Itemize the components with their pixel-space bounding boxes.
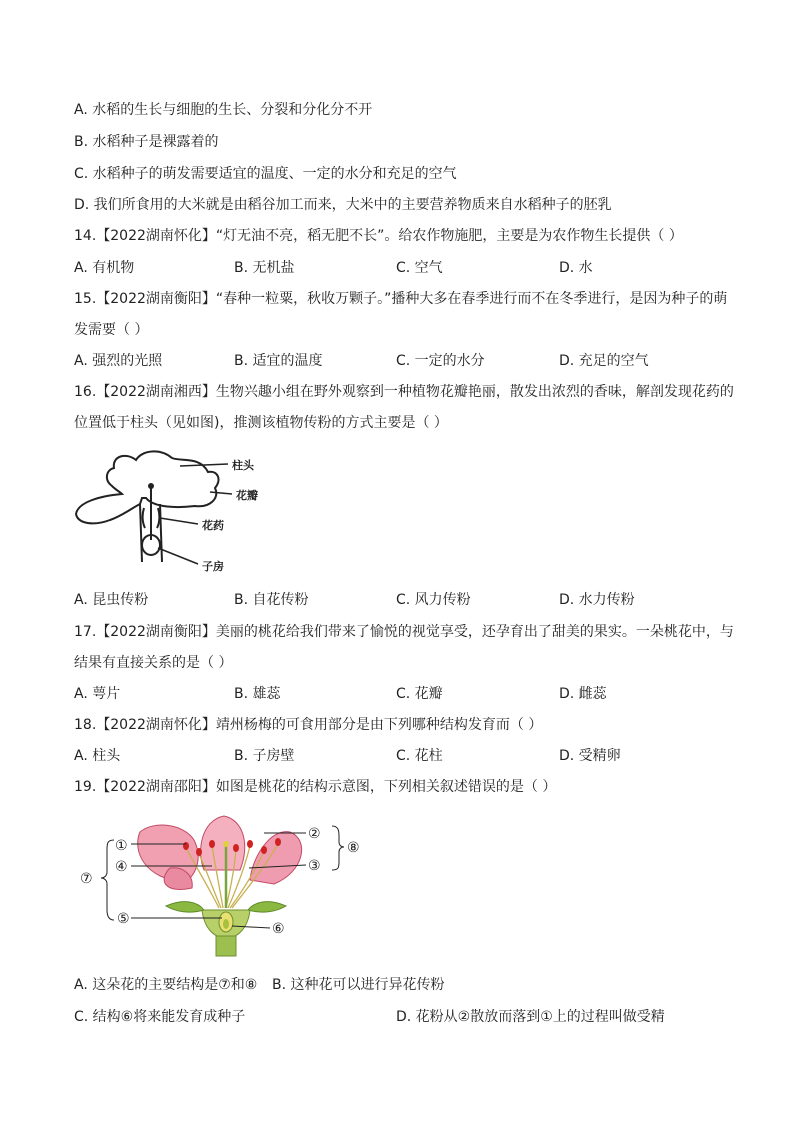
q19-stem: 19.【2022湖南邵阳】如图是桃花的结构示意图，下列相关叙述错误的是（ ）: [74, 779, 557, 795]
label-ovary: 子房: [202, 560, 224, 573]
label-7: ⑦: [80, 871, 93, 887]
q19-option-c: C. 结构⑥将来能发育成种子: [74, 1009, 246, 1025]
q18-option-c: C. 花柱: [396, 748, 443, 764]
q14-option-b: B. 无机盐: [234, 260, 295, 276]
q14-option-c: C. 空气: [396, 260, 443, 276]
q17-option-a: A. 萼片: [74, 686, 121, 702]
q19-option-b: B. 这种花可以进行异花传粉: [272, 977, 445, 993]
q15-option-c: C. 一定的水分: [396, 353, 485, 369]
q17-options: [74, 684, 734, 704]
q17-stem-line1: 17.【2022湖南衡阳】美丽的桃花给我们带来了愉悦的视觉享受，还孕育出了甜美的果实。一朵桃花中，与: [74, 624, 734, 640]
q16-option-a: A. 昆虫传粉: [74, 592, 149, 608]
label-5: ⑤: [117, 911, 130, 927]
q14-options: [74, 258, 734, 278]
q17-option-b: B. 雄蕊: [234, 686, 281, 702]
q15-option-b: B. 适宜的温度: [234, 353, 323, 369]
q16-option-d: D. 水力传粉: [559, 592, 635, 608]
anther-left: [143, 508, 145, 528]
q15-option-d: D. 充足的空气: [559, 353, 649, 369]
ovule: [223, 919, 229, 929]
q16-stem-line2: 位置低于柱头（见如图)，推测该植物传粉的方式主要是（ ）: [74, 415, 448, 431]
q17-option-c: C. 花瓣: [396, 686, 443, 702]
q16-option-b: B. 自花传粉: [234, 592, 309, 608]
stalk: [216, 936, 236, 956]
q17-stem-line2: 结果有直接关系的是（ ）: [74, 655, 233, 671]
q19-option-d: D. 花粉从②散放而落到①上的过程叫做受精: [396, 1009, 665, 1025]
q14-stem: 14.【2022湖南怀化】“灯无油不亮，稻无肥不长”。给农作物施肥，主要是为农作物生长提供（ ）: [74, 228, 683, 244]
q18-option-a: A. 柱头: [74, 748, 121, 764]
label-stigma: 柱头: [232, 459, 254, 472]
q18-options: [74, 746, 734, 766]
anther-right: [157, 508, 159, 528]
q13-option-c: C. 水稻种子的萌发需要适宜的温度、一定的水分和充足的空气: [74, 166, 457, 182]
peach-flower-figure: [74, 810, 374, 960]
flower-section-figure: [70, 442, 290, 577]
q13-option-b: B. 水稻种子是裸露着的: [74, 134, 219, 150]
petal-top: [201, 816, 245, 870]
label-4: ④: [115, 859, 128, 875]
sepal-right: [248, 902, 286, 912]
label-6: ⑥: [272, 921, 285, 937]
q19-option-a: A. 这朵花的主要结构是⑦和⑧: [74, 977, 258, 993]
q18-option-d: D. 受精卵: [559, 748, 621, 764]
q15-option-a: A. 强烈的光照: [74, 353, 163, 369]
q16-option-c: C. 风力传粉: [396, 592, 471, 608]
label-petal: 花瓣: [236, 489, 258, 502]
stigma: [148, 483, 154, 489]
q18-option-b: B. 子房壁: [234, 748, 295, 764]
q14-option-d: D. 水: [559, 260, 593, 276]
q19-options-row2: [74, 1007, 734, 1027]
q17-option-d: D. 雌蕊: [559, 686, 607, 702]
sepal-left: [166, 902, 204, 912]
label-1: ①: [115, 838, 128, 854]
q18-stem: 18.【2022湖南怀化】靖州杨梅的可食用部分是由下列哪种结构发育而（ ）: [74, 717, 543, 733]
corolla-outline: [76, 451, 219, 523]
q14-option-a: A. 有机物: [74, 260, 135, 276]
q15-options: [74, 351, 734, 371]
q19-options-row1: [74, 975, 734, 995]
q16-stem-line1: 16.【2022湖南湘西】生物兴趣小组在野外观察到一种植物花瓣艳丽，散发出浓烈的香味，解剖发现花药的: [74, 384, 734, 400]
label-8: ⑧: [347, 840, 360, 856]
stigma: [223, 841, 229, 847]
q16-options: [74, 590, 734, 610]
q15-stem-line1: 15.【2022湖南衡阳】“春种一粒粟，秋收万颗子。”播种大多在春季进行而不在冬季进行，是因为种子的萌: [74, 291, 728, 307]
q13-option-a: A. 水稻的生长与细胞的生长、分裂和分化分不开: [74, 102, 373, 118]
q15-stem-line2: 发需要（ ）: [74, 322, 149, 338]
label-2: ②: [308, 826, 321, 842]
q13-option-d: D. 我们所食用的大米就是由稻谷加工而来，大米中的主要营养物质来自水稻种子的胚乳: [74, 197, 612, 213]
label-anther: 花药: [202, 519, 224, 532]
label-3: ③: [308, 858, 321, 874]
